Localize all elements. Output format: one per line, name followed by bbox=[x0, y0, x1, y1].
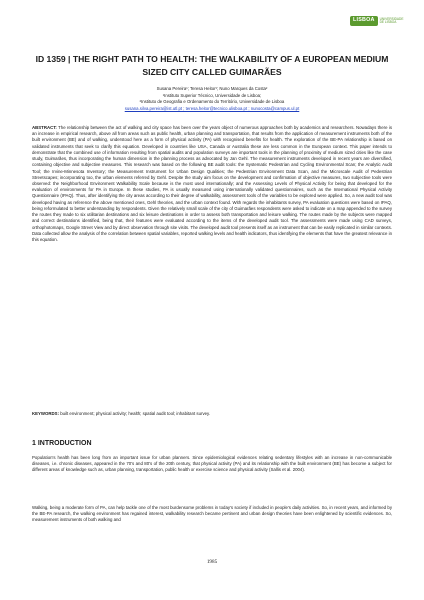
keywords bbox=[32, 411, 392, 417]
affiliation-1: ¹Instituto Superior Técnico, Universidade de Lisboa; bbox=[162, 92, 262, 98]
logo-badge: LISBOA bbox=[350, 16, 378, 25]
section-heading-introduction: 1 INTRODUCTION bbox=[32, 440, 92, 447]
page-number: 1985 bbox=[206, 559, 218, 565]
logo-line-2: DE LISBOA bbox=[379, 20, 397, 24]
university-logo bbox=[350, 12, 408, 30]
intro-paragraph-1: Population's health has been long from an important issue for urban planners. Since epidemiological evidences relating sedentary lifestyles with an increase in non-communicable diseases, i.e. chronic diseases, appeared in the 70's and 80's of the 20th century, that physical activity (PA) and its relationship with the built environment (BE) has become a subject for different areas of knowledge such as, urban planning, transportation, public health or exercise science and physical activity (Sallis et al. 2004). bbox=[32, 455, 392, 473]
abstract bbox=[32, 125, 392, 243]
abstract-label: ABSTRACT: bbox=[32, 125, 57, 130]
author-emails[interactable]: susana.silva.pereira@ist.utl.pt ; teresa.heitor@tecnico.ulisboa.pt ; nunocosta@campus.ul.pt bbox=[124, 105, 300, 111]
keywords-label: KEYWORDS: bbox=[32, 411, 60, 416]
intro-paragraph-2: Walking, being a moderate form of PA, can help tackle one of the most burdensome problems in today's society if included in people's daily activities. So, in recent years, and informed by the BE-PA research, the walking environment has regained interest, walkability research became pertinent and urban design theories have been enlightened by scientific evidences. So, measurement instruments of both walking and bbox=[32, 505, 392, 523]
keywords-text: built environment; physical activity; health; spatial audit tool; inhabitant survey. bbox=[59, 411, 211, 416]
paper-title: ID 1359 | THE RIGHT PATH TO HEALTH: THE WALKABILITY OF A EUROPEAN MEDIUM SIZED CITY CALLED GUIMARÃES bbox=[35, 54, 389, 77]
affiliation-2: ²Instituto de Geografia e Ordenamento do Território, Universidade de Lisboa bbox=[139, 99, 285, 105]
logo-text bbox=[380, 18, 404, 24]
abstract-text: The relationship between the act of walking and city space has been over the years object of numerous approaches both by academics and researchers. Nowadays there is an increase in empirical research, above all from areas such as public health, urban planning and transportation, that results from the application of measurement instruments both of the built environment (BE) and of walking, understood here as a form of physical activity (PA) with recognised benefits for health. The exploration of the BE-PA relationship is based on validated instruments that seek to clarify this equation. Developed in countries like USA, Canada or Australia these are less common in the European context. This paper intends to demonstrate that the combined use of information resulting from spatial audits and population surveys are important tools in the planning of proximity of medium sized cities like the case study, Guimarães, thus incorporating the human dimension in the planning process as advocated by Jan Gehl. The measurement instruments developed in recent years are diversified, containing objective and subjective measures. This research was based on the following BE audit tools: the Systematic Pedestrian and Cycling Environmental Scan; the Analytic Audit Tool; the Irvine-Minnesota Inventory; the Measurement Instrument for Urban Design Qualities; the Pedestrian Environment Data Scan, and the Microscale Audit of Pedestrian Streetscapes; incorporating too, the urban elements referred by Gehl. Despite the study aim focus on the development and confirmation of objective measures, two subjective tools were observed: the Neighborhood Environment Walkability Scale because is the most used internationally; and the Assessing Levels of Physical Activity for being that developed for the evaluation of environments for PA in Europe. In these studies, PA is usually measured using internationally validated questionnaires, such as the International Physical Activity Questionnaire (IPAQ). Thus, after identifying the city areas according to their degree of walkability, assessment tools of the variables to be explored were applied. So, a new audit tool was developed having as reference the above mentioned ones, Gehl theories, and the urban context found. With regards the inhabitants survey, PA evaluation questions were based on IPAQ, being reformulated to better understanding by respondents. Given the relatively small scale of the city of Guimarães respondents were asked to indicate on a map appended to the survey the routes they made to six utilitarian destinations and six leisure destinations in order to assess both transportation and leisure walking. The routes made by the subjects were mapped and correct destinations identified, being that, their features were evaluated according to the items of the developed audit tool. The assessments were made using CAD surveys, orthophotomaps, Google Street View and by direct observation through site visits. The developed audit tool presents itself as an instrument that can be easily replicated in similar contexts. Data collected allow the analysis of the correlation between spatial variables, reported walking levels and health indicators, thus identifying the elements that have the greatest relevance in this equation. bbox=[32, 125, 392, 242]
author-block bbox=[30, 86, 394, 112]
logo-line-1: UNIVERSIDADE bbox=[379, 16, 404, 21]
author-names: Susana Pereira¹; Teresa Heitor¹; Nuno Marques da Costa² bbox=[156, 86, 268, 91]
